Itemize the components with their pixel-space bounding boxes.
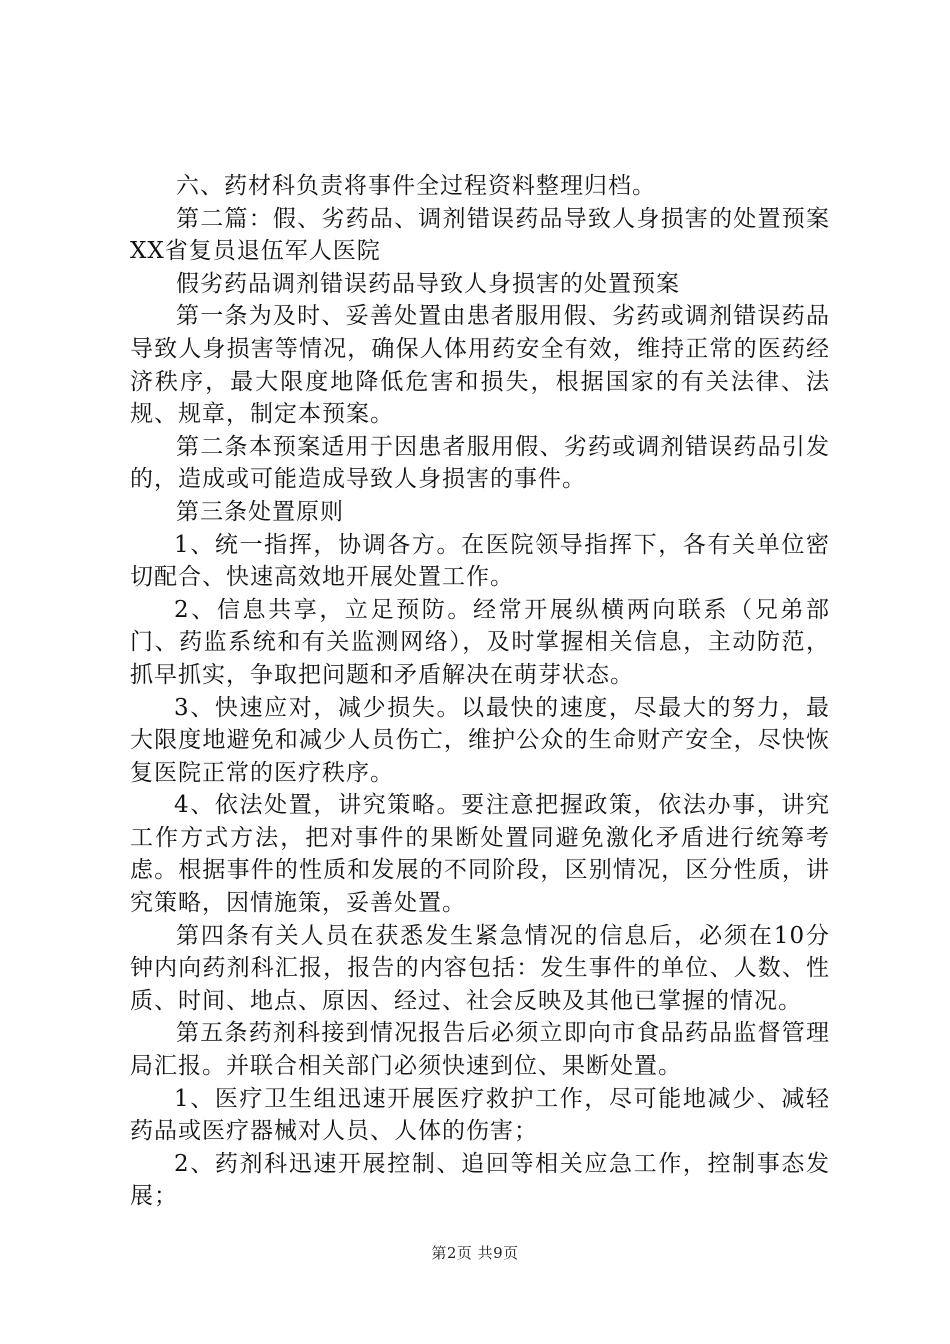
document-body <box>130 170 830 1213</box>
paragraph-article-1: 第一条为及时、妥善处置由患者服用假、劣药或调剂错误药品导致人身损害等情况，确保人体用药安全有效，维持正常的医药经济秩序，最大限度地降低危害和损失，根据国家的有关法律、法规、规章，制定本预案。 <box>130 303 830 428</box>
paragraph-archive: 六、药材科负责将事件全过程资料整理归档。 <box>176 173 656 199</box>
paragraph-article-5: 第五条药剂科接到情况报告后必须立即向市食品药品监督管理局汇报。并联合相关部门必须快速到位、果断处置。 <box>130 1020 830 1080</box>
paragraph-article-3: 第三条处置原则 <box>176 498 344 525</box>
paragraph-principle-2: 2、信息共享，立足预防。经常开展纵横两向联系（兄弟部门、药监系统和有关监测网络），及时掌握相关信息，主动防范，抓早抓实，争取把问题和矛盾解决在萌芽状态。 <box>130 596 830 688</box>
paragraph-action-2: 2、药剂科迅速开展控制、追回等相关应急工作，控制事态发展； <box>130 1150 830 1210</box>
paragraph-article-2: 第二条本预案适用于因患者服用假、劣药或调剂错误药品引发的，造成或可能造成导致人身损害的事件。 <box>130 433 830 493</box>
paragraph-section-title: 第二篇：假、劣药品、调剂错误药品导致人身损害的处置预案XX省复员退伍军人医院 <box>130 205 830 265</box>
paragraph-principle-1: 1、统一指挥，协调各方。在医院领导指挥下，各有关单位密切配合、快速高效地开展处置工作。 <box>130 531 830 591</box>
paragraph-plan-title: 假劣药品调剂错误药品导致人身损害的处置预案 <box>176 270 680 297</box>
paragraph-article-4: 第四条有关人员在获悉发生紧急情况的信息后，必须在10分钟内向药剂科汇报，报告的内容包括：发生事件的单位、人数、性质、时间、地点、原因、经过、社会反映及其他已掌握的情况。 <box>130 922 830 1014</box>
page-footer: 第2页 共9页 <box>431 1244 519 1262</box>
paragraph-principle-4: 4、依法处置，讲究策略。要注意把握政策，依法办事，讲究工作方式方法，把对事件的果断处置同避免激化矛盾进行统筹考虑。根据事件的性质和发展的不同阶段，区别情况，区分性质，讲究策略，因情施策，妥善处置。 <box>130 792 830 917</box>
paragraph-action-1: 1、医疗卫生组迅速开展医疗救护工作，尽可能地减少、减轻药品或医疗器械对人员、人体的伤害； <box>130 1085 830 1145</box>
paragraph-principle-3: 3、快速应对，减少损失。以最快的速度，尽最大的努力，最大限度地避免和减少人员伤亡，维护公众的生命财产安全，尽快恢复医院正常的医疗秩序。 <box>130 694 830 786</box>
